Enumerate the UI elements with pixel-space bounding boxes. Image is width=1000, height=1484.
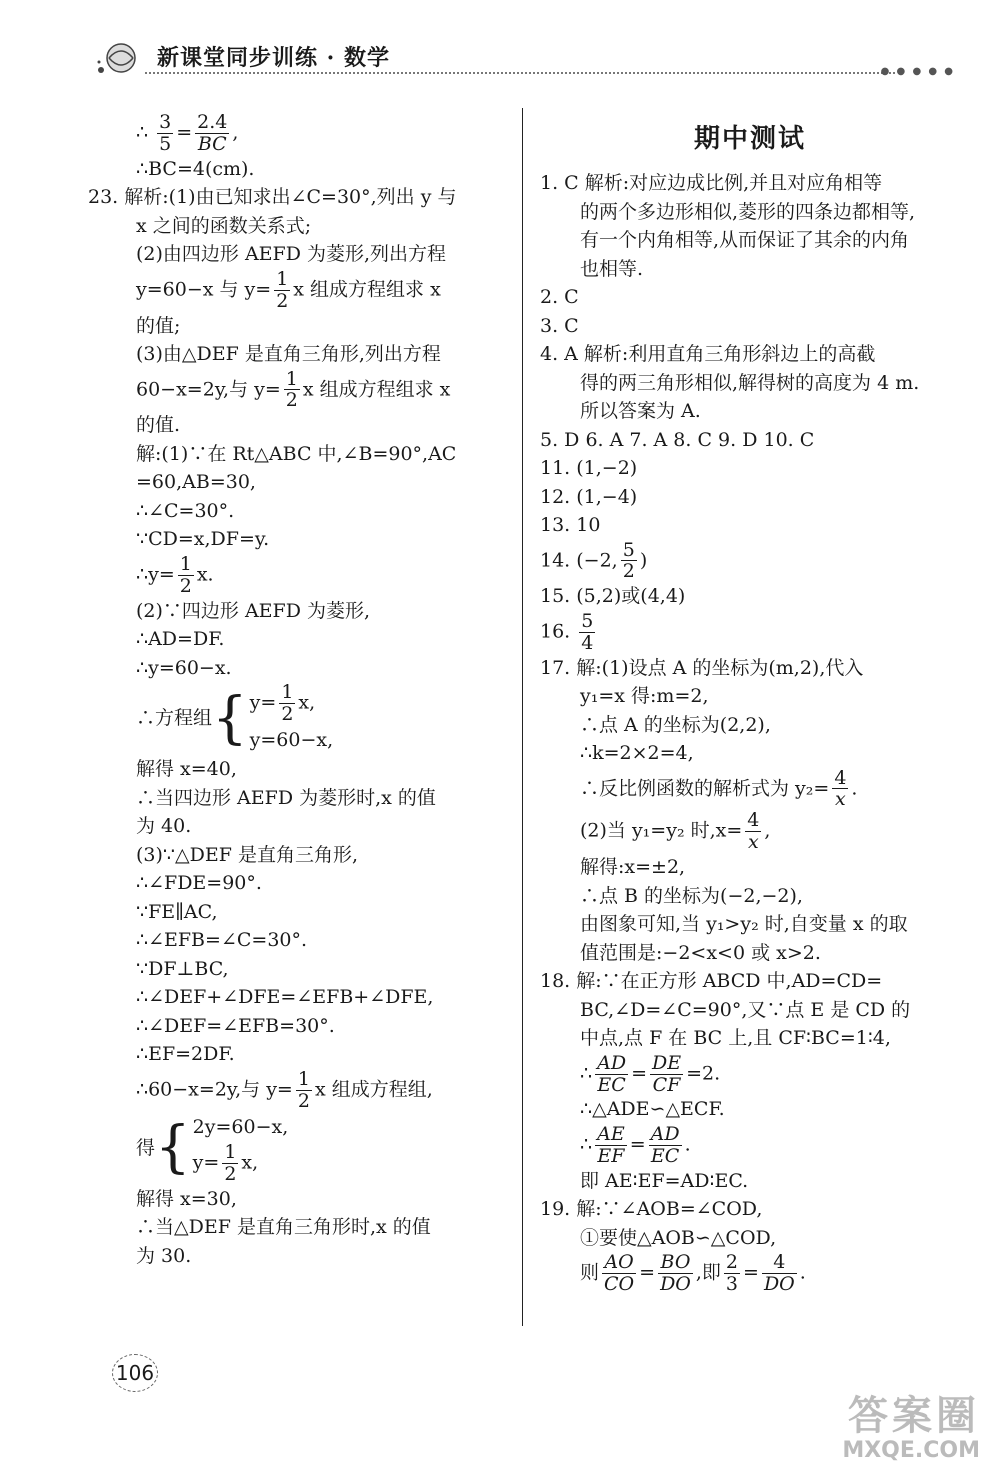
text-segment: . (851, 776, 858, 799)
text-line: ∴∠DEF+∠DFE=∠EFB+∠DFE, (136, 986, 434, 1009)
equation-row (250, 682, 334, 725)
text-segment: 得 (136, 1136, 156, 1159)
fraction (157, 112, 173, 155)
equation-rows (250, 682, 334, 755)
header-dots-icon: ● ● ● ● ● (880, 66, 955, 77)
therefore-symbol: ∴ (580, 1133, 593, 1156)
equals-sign: = (743, 1261, 759, 1284)
text-segment: ) (639, 548, 648, 571)
equals-sign: = (639, 1261, 656, 1284)
left-brace-icon: { (212, 685, 248, 751)
text-line: ∴当四边形 AEFD 为菱形时,x 的值 (136, 786, 436, 809)
right-column (540, 112, 960, 1295)
text-segment: , (764, 819, 771, 842)
fraction (658, 1252, 693, 1295)
text-line: 为 40. (136, 815, 192, 838)
fraction (195, 112, 229, 155)
numerator: BO (658, 1252, 693, 1274)
equals-sign: = (631, 1062, 647, 1085)
numerator: 5 (581, 609, 594, 632)
text-segment: =2. (686, 1062, 721, 1085)
numerator: 4 (747, 809, 760, 832)
text-segment: x, (298, 691, 316, 714)
text-segment: y= (249, 691, 277, 714)
numerator: 1 (179, 552, 192, 575)
text-line: (3)由△DEF 是直角三角形,列出方程 (136, 343, 441, 366)
book-logo-icon (95, 40, 137, 78)
numerator: AO (602, 1252, 636, 1274)
formula-line (540, 1252, 960, 1295)
equation-row: y=60−x, (249, 728, 334, 751)
question-23-header: 23. 解析:(1)由已知求出∠C=30°,列出 y 与 (88, 186, 457, 209)
formula-line (110, 369, 510, 412)
text-line: 得的两三角形相似,解得树的高度为 4 m. (580, 371, 920, 394)
text-line: ∵FE∥AC, (136, 900, 218, 923)
numerator: 4 (762, 1252, 797, 1274)
text-line: ∴△ADE∽△ECF. (580, 1098, 725, 1121)
page-header (95, 38, 955, 82)
header-divider (145, 72, 895, 74)
equation-system (136, 1112, 288, 1185)
text-line: ①要使△AOB∽△COD, (580, 1226, 777, 1249)
denominator: 2 (285, 389, 298, 412)
text-segment: . (684, 1133, 691, 1156)
page-number: 106 (112, 1354, 158, 1392)
fraction (832, 768, 848, 811)
text-segment: y= (192, 1151, 220, 1174)
text-line: ∴点 A 的坐标为(2,2), (580, 713, 771, 736)
text-line: 由图象可知,当 y₁>y₂ 时,自变量 x 的取 (580, 913, 908, 936)
denominator: 2 (622, 560, 635, 583)
answers-5-10: 5. D 6. A 7. A 8. C 9. D 10. C (540, 428, 815, 451)
denominator: 2 (224, 1162, 237, 1185)
text-line: ∴y=60−x. (136, 656, 232, 679)
answer-2: 2. C (540, 286, 579, 308)
answer-3: 3. C (540, 314, 579, 337)
book-title: 新课堂同步训练 · 数学 (157, 45, 390, 71)
answer-12: 12. (1,−4) (540, 485, 638, 508)
text-line: 即 AE∶EF=AD∶EC. (580, 1169, 749, 1192)
fraction (649, 1124, 682, 1167)
equals-sign: = (176, 121, 193, 144)
fraction (595, 1053, 628, 1096)
numerator: 4 (834, 766, 847, 789)
equation-rows (193, 1112, 289, 1185)
answer-18: 18. 解:∵在正方形 ABCD 中,AD=CD= (540, 970, 883, 993)
fraction (296, 1069, 312, 1112)
answer-16 (540, 611, 960, 654)
therefore-symbol: ∴ (136, 121, 149, 144)
denominator: CO (604, 1273, 635, 1296)
text-segment: 14. (−2, (540, 548, 618, 571)
text-segment: ∴60−x=2y,与 y= (136, 1078, 293, 1101)
numerator: 2 (725, 1251, 739, 1274)
formula-line (540, 810, 960, 853)
text-line: ∴AD=DF. (136, 628, 225, 651)
denominator: 2 (276, 289, 289, 312)
text-segment: ∴方程组 (136, 707, 213, 730)
text-segment: 16. (540, 620, 577, 643)
text-line: ∴点 B 的坐标为(−2,−2), (580, 884, 803, 907)
text-line: 所以答案为 A. (580, 400, 701, 422)
answer-1: 1. C 解析:对应边成比例,并且对应角相等 (540, 172, 883, 194)
formula-line (110, 269, 510, 312)
watermark (780, 1394, 980, 1474)
therefore-symbol: ∴ (580, 1062, 593, 1085)
text-line: 的两个多边形相似,菱形的四条边都相等, (580, 200, 916, 223)
text-line: ∴BC=4(cm). (136, 157, 255, 180)
equation-system (136, 682, 333, 755)
denominator: DO (763, 1273, 795, 1296)
formula-line (540, 768, 960, 811)
answer-14 (540, 540, 960, 583)
left-brace-icon: { (155, 1115, 191, 1181)
equation-row (193, 1142, 289, 1185)
text-line: x 之间的函数关系式; (136, 214, 312, 237)
fraction (650, 1053, 683, 1096)
text-line: =60,AB=30, (136, 471, 256, 494)
answer-17: 17. 解:(1)设点 A 的坐标为(m,2),代入 (540, 656, 864, 679)
text-line: 解得:x=±2, (580, 856, 686, 879)
denominator: BC (197, 132, 227, 155)
denominator: EC (650, 1144, 680, 1167)
text-line: ∵CD=x,DF=y. (136, 528, 270, 551)
text-segment: 则 (580, 1261, 600, 1284)
formula-line (540, 1053, 960, 1096)
denominator: 2 (179, 574, 192, 597)
fraction (222, 1142, 238, 1185)
numerator: 1 (285, 367, 298, 390)
answer-11: 11. (1,−2) (540, 457, 638, 479)
formula-line (110, 554, 510, 597)
text-segment: . (799, 1261, 806, 1284)
text-line: 中点,点 F 在 BC 上,且 CF∶BC=1∶4, (580, 1027, 891, 1050)
denominator: 5 (159, 132, 172, 155)
answer-4: 4. A 解析:利用直角三角形斜边上的高截 (540, 343, 876, 365)
numerator: AD (597, 1051, 627, 1074)
text-line: ∴∠EFB=∠C=30°. (136, 929, 308, 952)
fraction (745, 810, 761, 853)
denominator: 2 (281, 703, 294, 726)
fraction (579, 611, 595, 654)
text-line: 解得 x=30, (136, 1187, 237, 1210)
answer-19: 19. 解:∵∠AOB=∠COD, (540, 1198, 763, 1221)
denominator: EC (597, 1073, 626, 1096)
fraction (595, 1124, 627, 1167)
text-segment: (2)当 y₁=y₂ 时,x= (580, 819, 743, 842)
section-title: 期中测试 (693, 124, 806, 154)
text-segment: x 组成方程组求 x (293, 278, 441, 301)
denominator: DO (660, 1273, 691, 1296)
numerator: 1 (276, 267, 289, 290)
text-line: ∵DF⊥BC, (136, 957, 229, 980)
numerator: 1 (297, 1067, 310, 1090)
formula-line (110, 1069, 510, 1112)
numerator: AD (650, 1122, 680, 1145)
denominator: EF (597, 1144, 625, 1167)
numerator: 1 (224, 1140, 237, 1163)
numerator: AE (597, 1122, 625, 1145)
punctuation: , (232, 121, 239, 144)
text-line: 的值; (136, 314, 181, 337)
numerator: 5 (622, 538, 635, 561)
text-segment: y=60−x 与 y= (136, 278, 272, 301)
denominator: 4 (581, 631, 594, 654)
left-column (88, 111, 510, 1270)
text-line: 为 30. (136, 1244, 192, 1267)
text-segment: ,即 (695, 1261, 721, 1284)
equals-sign: = (629, 1133, 646, 1156)
fraction (279, 682, 295, 725)
watermark-logo-text: 答案圈 (848, 1393, 980, 1439)
denominator: x (835, 788, 846, 811)
text-line: ∴∠FDE=90°. (136, 872, 262, 895)
watermark-url: MXQE.COM (842, 1438, 980, 1463)
text-line: ∴∠C=30°. (136, 499, 235, 522)
text-line: (2)∵四边形 AEFD 为菱形, (136, 599, 371, 622)
numerator: 2.4 (197, 111, 228, 133)
answer-15: 15. (5,2)或(4,4) (540, 585, 686, 608)
fraction (284, 369, 300, 412)
text-segment: ∴反比例函数的解析式为 y₂= (580, 776, 830, 799)
fraction (621, 540, 637, 583)
text-line: (2)由四边形 AEFD 为菱形,列出方程 (136, 243, 447, 266)
fraction (178, 554, 194, 597)
numerator: 1 (281, 681, 294, 704)
text-line: ∴当△DEF 是直角三角形时,x 的值 (136, 1216, 431, 1239)
column-divider (522, 108, 523, 1326)
text-line: ∴EF=2DF. (136, 1043, 235, 1066)
text-segment: x 组成方程组求 x (302, 377, 451, 400)
text-line: 值范围是:−2<x<0 或 x>2. (580, 941, 821, 964)
proportion-line (110, 112, 510, 155)
equation-system-line (110, 1112, 510, 1185)
text-line: ∴k=2×2=4, (580, 742, 694, 765)
answer-13: 13. 10 (540, 514, 601, 536)
text-segment: x 组成方程组, (314, 1078, 433, 1101)
text-segment: x. (196, 563, 214, 586)
fraction (724, 1252, 740, 1295)
numerator: DE (651, 1051, 682, 1074)
denominator: CF (652, 1073, 681, 1096)
denominator: 2 (297, 1089, 310, 1112)
formula-line (540, 1124, 960, 1167)
text-line: 解得 x=40, (136, 758, 237, 781)
text-line: 也相等. (580, 257, 644, 280)
text-line: (3)∵△DEF 是直角三角形, (136, 843, 358, 866)
fraction (274, 269, 290, 312)
denominator: 3 (725, 1273, 739, 1296)
denominator: x (747, 831, 759, 854)
fraction (602, 1252, 636, 1295)
text-line: ∴∠DEF=∠EFB=30°. (136, 1014, 335, 1037)
text-line: BC,∠D=∠C=90°,又∵点 E 是 CD 的 (580, 998, 911, 1021)
text-line: 解:(1)∵在 Rt△ABC 中,∠B=90°,AC (136, 442, 457, 465)
equation-system-line (110, 682, 510, 755)
equation-row: 2y=60−x, (192, 1115, 289, 1138)
fraction (762, 1252, 797, 1295)
text-line: 有一个内角相等,从而保证了其余的内角 (580, 229, 910, 251)
text-segment: x, (241, 1151, 259, 1174)
numerator: 3 (159, 111, 172, 133)
text-segment: 60−x=2y,与 y= (136, 377, 281, 400)
text-segment: ∴y= (136, 563, 175, 586)
text-line: 的值. (136, 414, 181, 437)
text-line: y₁=x 得:m=2, (580, 685, 709, 708)
